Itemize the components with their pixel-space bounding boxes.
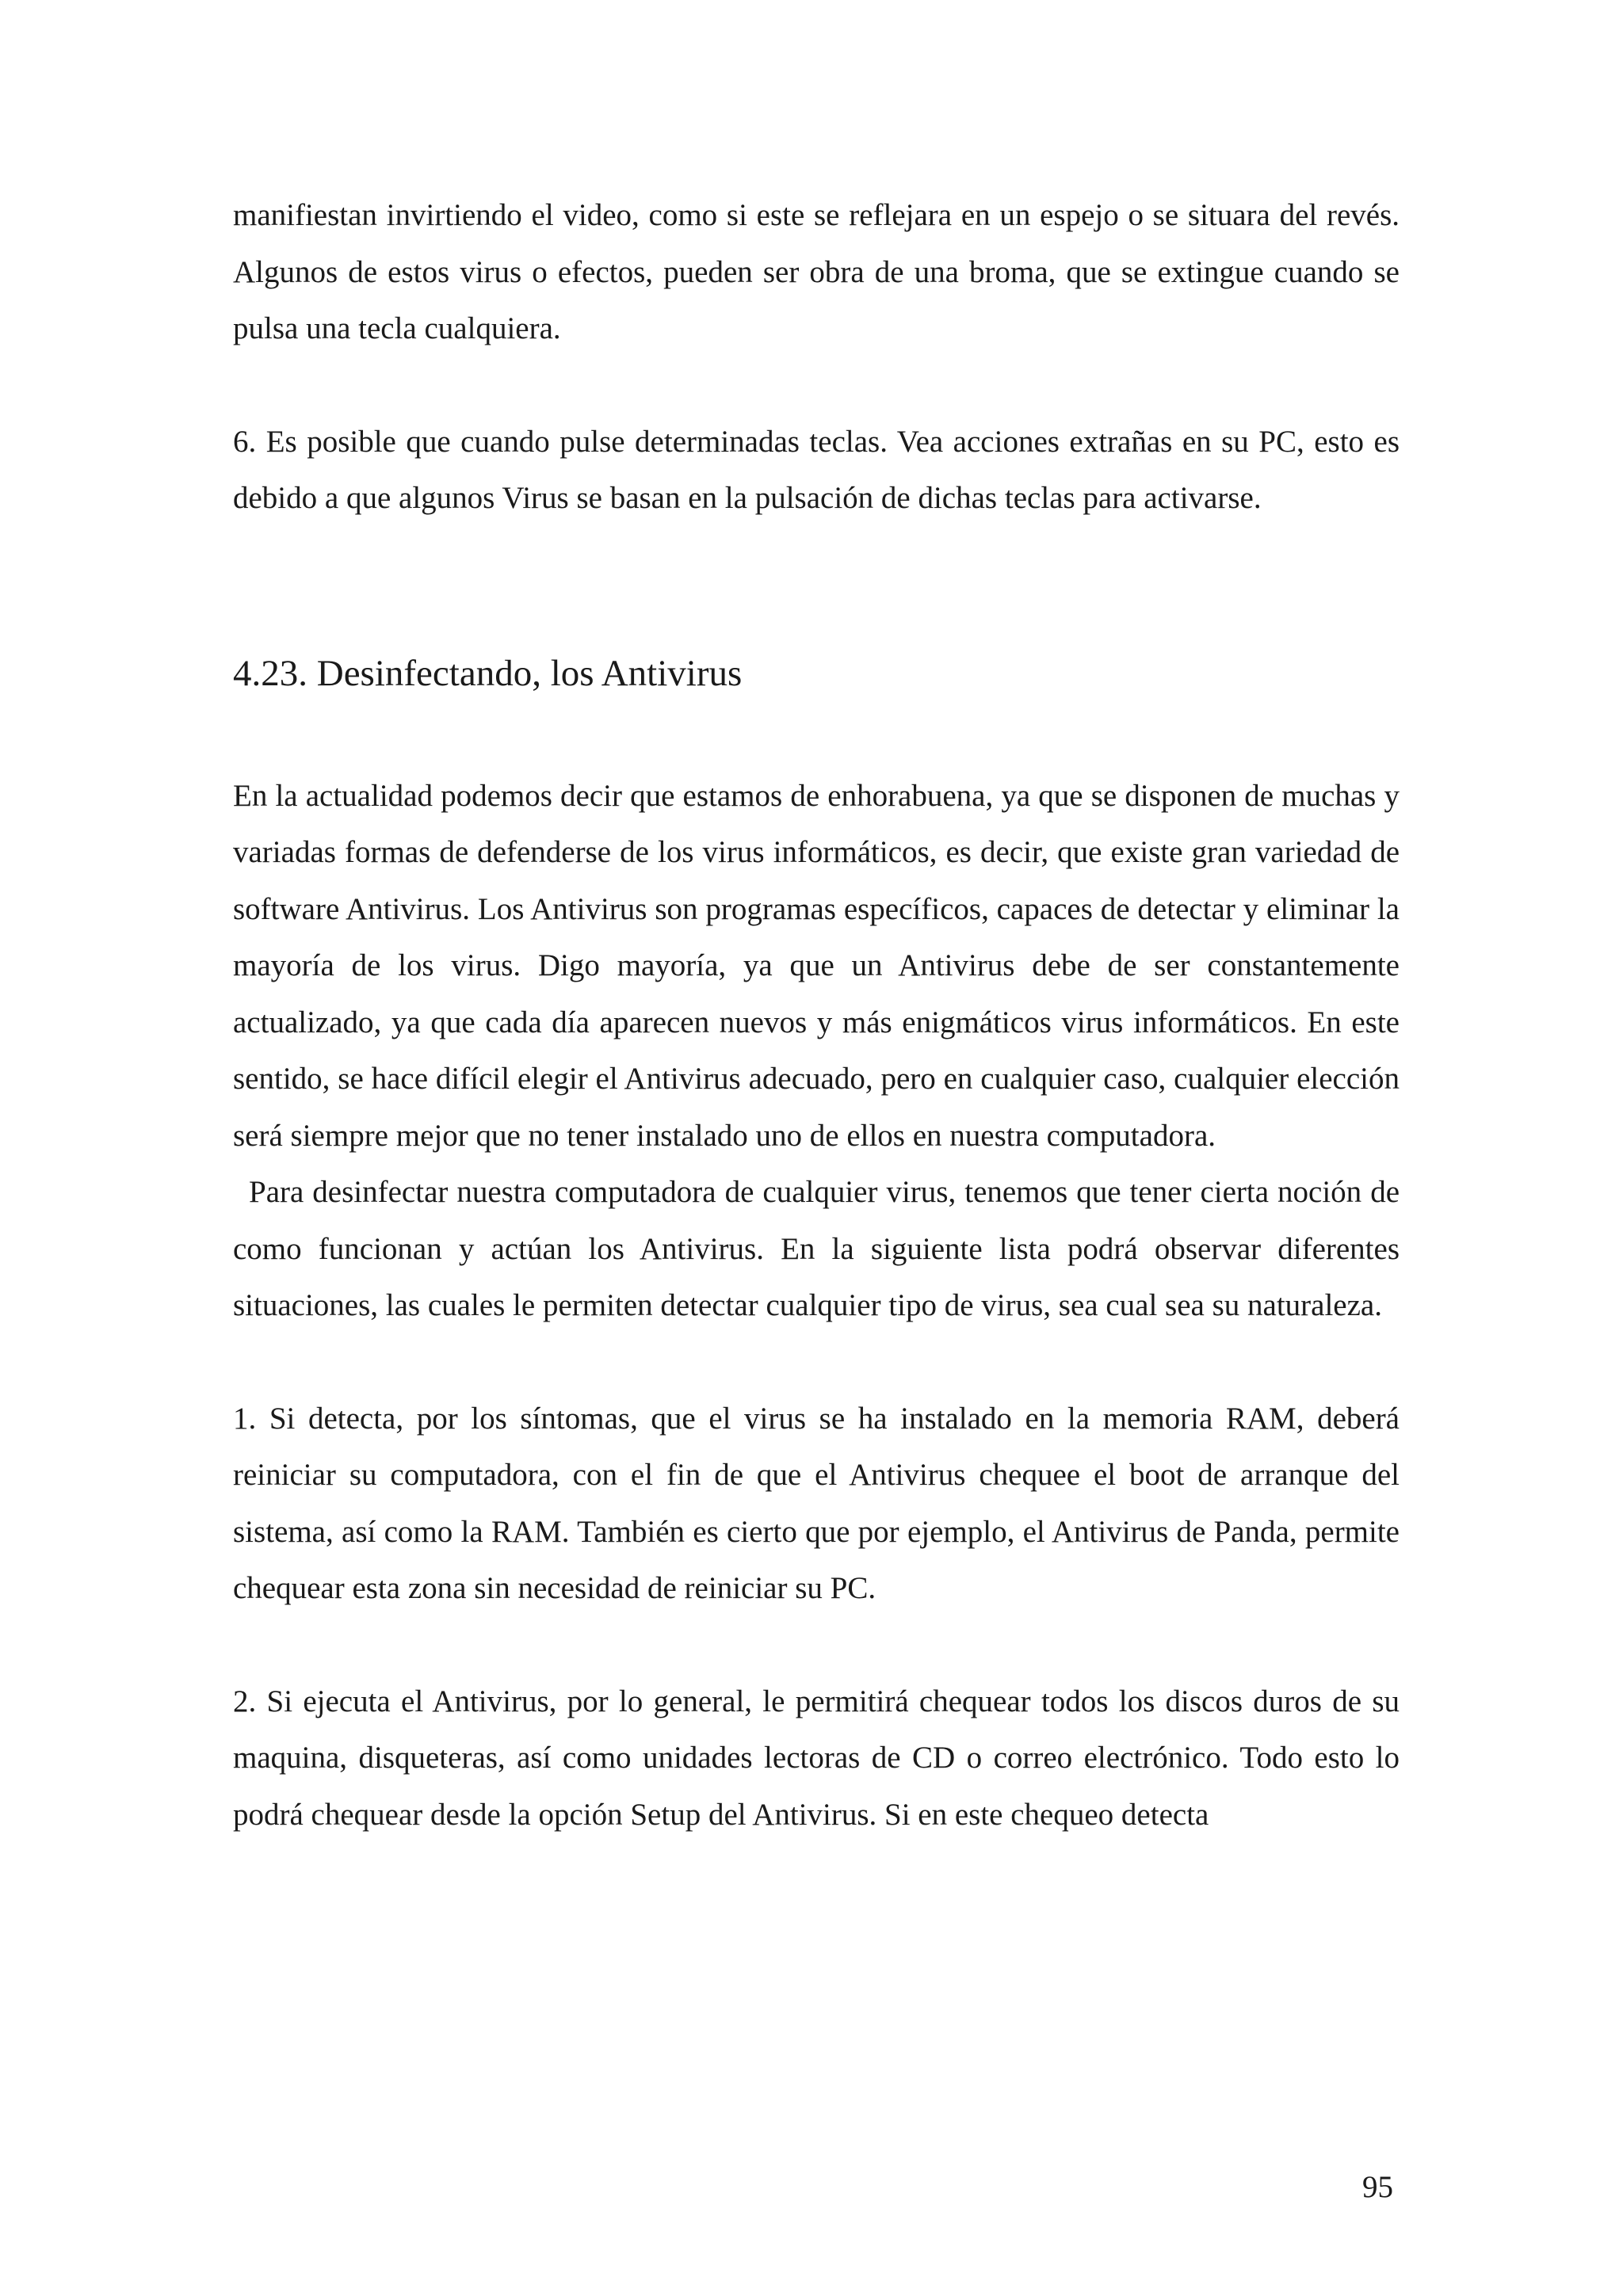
paragraph-continuation: manifiestan invirtiendo el video, como si este se reflejara en un espejo o se situara del revés. Algunos de estos virus o efectos, pueden ser obra de una broma, que se extingue cuando se pulsa una tecla cualquiera.: [233, 198, 1400, 345]
paragraph-gap: [233, 357, 1400, 414]
list-item-1: 1. Si detecta, por los síntomas, que el virus se ha instalado en la memoria RAM, deberá reiniciar su computadora, con el fin de que el Antivirus chequee el boot de arranque del sistema, así como la RAM. También es cierto que por ejemplo, el Antivirus de Panda, permite chequear esta zona sin necesidad de reiniciar su PC.: [233, 1401, 1400, 1605]
page-number: 95: [1362, 2170, 1393, 2204]
paragraph-item-6: 6. Es posible que cuando pulse determinadas teclas. Vea acciones extrañas en su PC, esto es debido a que algunos Virus se basan en la pulsación de dichas teclas para activarse.: [233, 424, 1400, 515]
section-gap: [233, 527, 1400, 646]
list-item-2: 2. Si ejecuta el Antivirus, por lo general, le permitirá chequear todos los discos duros de su maquina, disqueteras, así como unidades lectoras de CD o correo electrónico. Todo esto lo podrá chequear desde la opción Setup del Antivirus. Si en este chequeo detecta: [233, 1684, 1400, 1832]
paragraph-gap: [233, 1617, 1400, 1673]
paragraph-antivirus-notion: Para desinfectar nuestra computadora de cualquier virus, tenemos que tener cierta noción de como funcionan y actúan los Antivirus. En la siguiente lista podrá observar diferentes situaciones, las cuales le permiten detectar cualquier tipo de virus, sea cual sea su naturaleza.: [233, 1175, 1400, 1322]
section-heading: 4.23. Desinfectando, los Antivirus: [233, 652, 743, 694]
paragraph-intro: En la actualidad podemos decir que estamos de enhorabuena, ya que se disponen de muchas y variadas formas de defenderse de los virus informáticos, es decir, que existe gran variedad de software Antivirus. Los Antivirus son programas específicos, capaces de detectar y eliminar la mayoría de los virus. Digo mayoría, ya que un Antivirus debe de ser constantemente actualizado, ya que cada día aparecen nuevos y más enigmáticos virus informáticos. En este sentido, se hace difícil elegir el Antivirus adecuado, pero en cualquier caso, cualquier elección será siempre mejor que no tener instalado uno de ellos en nuestra computadora.: [233, 778, 1400, 1153]
paragraph-gap: [233, 1334, 1400, 1390]
heading-gap: [233, 701, 1400, 768]
page-content: [233, 187, 1400, 1843]
